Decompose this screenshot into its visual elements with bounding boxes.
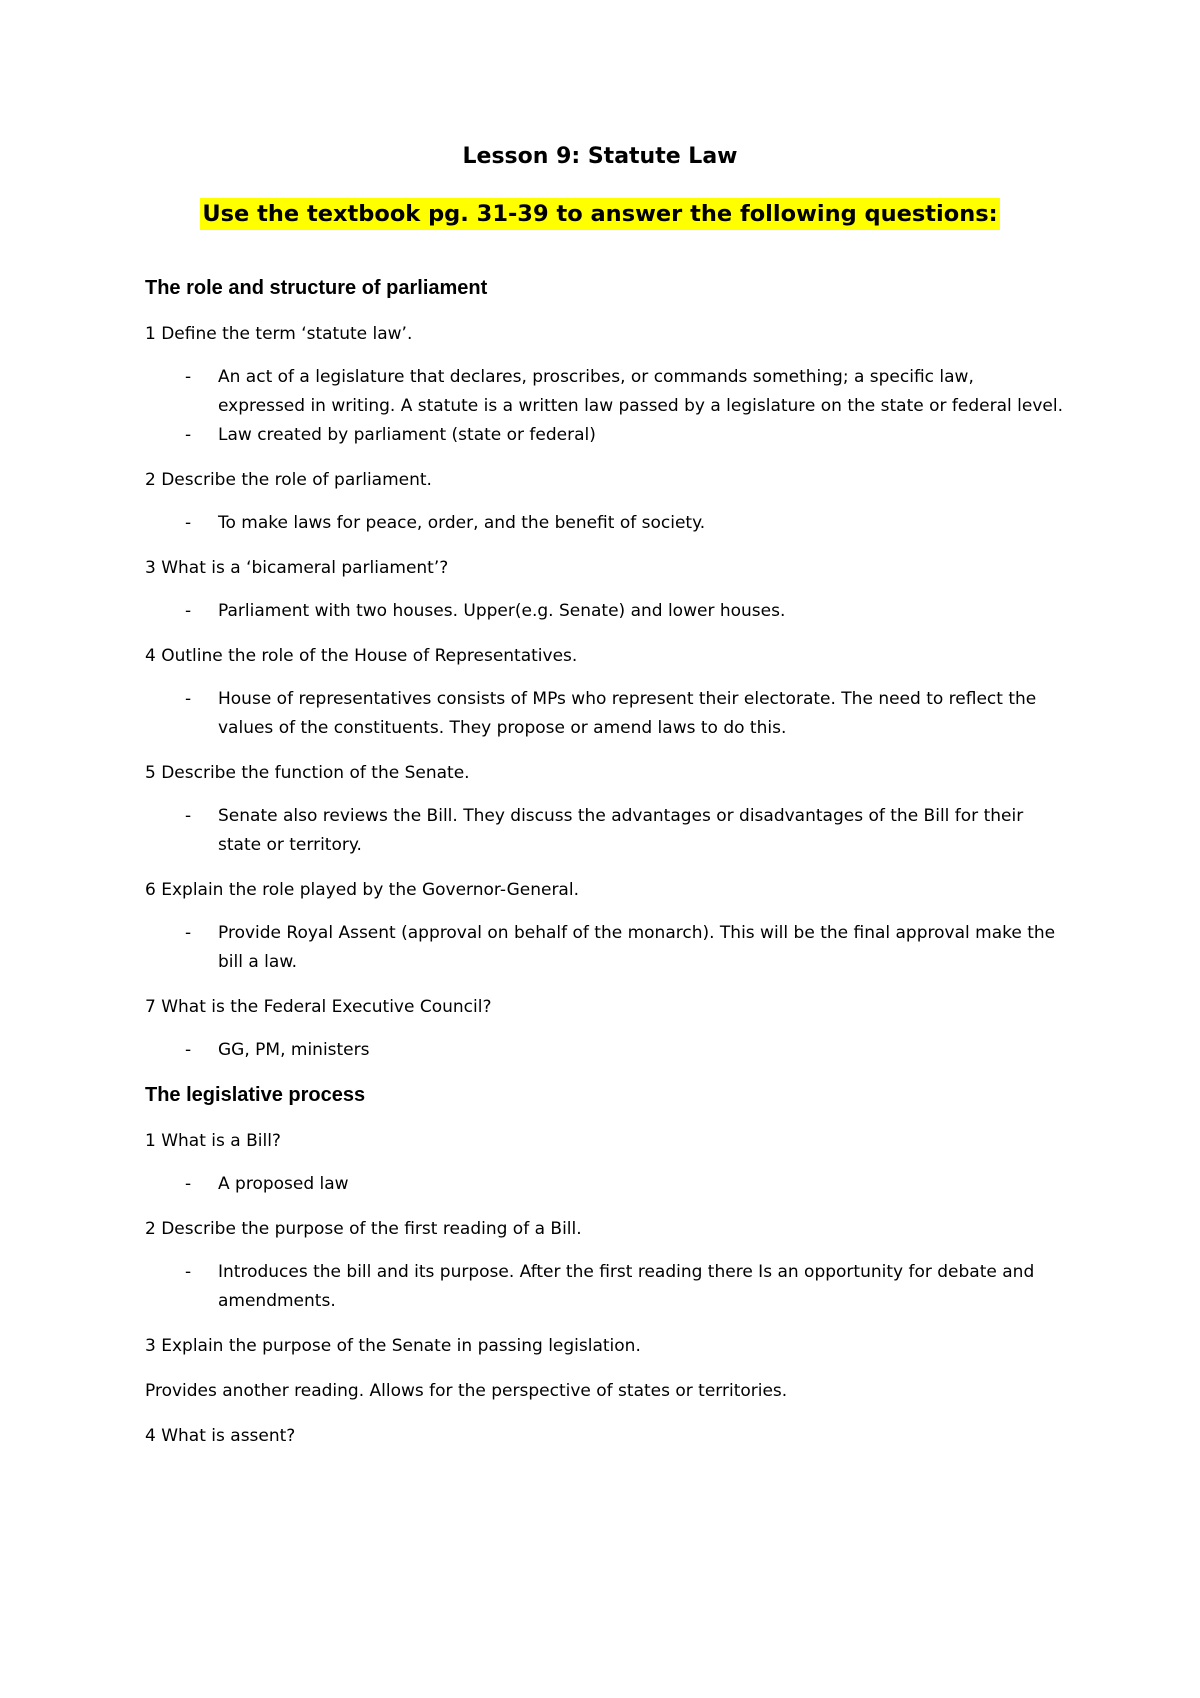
answer-text: Provides another reading. Allows for the perspective of states or territories. bbox=[145, 1381, 788, 1401]
page-title: Lesson 9: Statute Law bbox=[462, 144, 738, 169]
answer-text: House of representatives consists of MPs who represent their electorate. The need to reflect the values of the constituents. They propose or amend laws to do this. bbox=[218, 689, 1037, 738]
answer-text: Law created by parliament (state or federal) bbox=[218, 425, 596, 445]
answer-item bbox=[145, 363, 1065, 421]
answer-text: An act of a legislature that declares, proscribes, or commands something; a specific law, expressed in writing. A statute is a written law passed by a legislature on the state or federal level. bbox=[218, 367, 1063, 416]
answer-item bbox=[145, 1036, 1065, 1065]
answer-item bbox=[145, 509, 1065, 538]
answer-list bbox=[145, 509, 1065, 538]
instruction-container bbox=[0, 198, 1200, 230]
dash-bullet: - bbox=[185, 806, 192, 826]
answer-text: To make laws for peace, order, and the benefit of society. bbox=[218, 513, 706, 533]
answer-list bbox=[145, 1170, 1065, 1199]
answer-item bbox=[145, 802, 1065, 860]
dash-bullet: - bbox=[185, 689, 192, 709]
question-3-senate-legislation: 3 Explain the purpose of the Senate in passing legislation. bbox=[145, 1336, 641, 1356]
question-1-statute-law: 1 Define the term ‘statute law’. bbox=[145, 324, 413, 344]
question-2-role-of-parliament: 2 Describe the role of parliament. bbox=[145, 470, 432, 490]
answer-list bbox=[145, 1258, 1065, 1316]
question-3-bicameral: 3 What is a ‘bicameral parliament’? bbox=[145, 558, 449, 578]
answer-list bbox=[145, 919, 1065, 977]
dash-bullet: - bbox=[185, 367, 192, 387]
section-heading-parliament: The role and structure of parliament bbox=[145, 277, 488, 299]
answer-text: Provide Royal Assent (approval on behalf of the monarch). This will be the final approval make the bill a law. bbox=[218, 923, 1056, 972]
dash-bullet: - bbox=[185, 1262, 192, 1282]
answer-item bbox=[145, 919, 1065, 977]
question-4-assent: 4 What is assent? bbox=[145, 1426, 296, 1446]
answer-list bbox=[145, 802, 1065, 860]
answer-list bbox=[145, 597, 1065, 626]
dash-bullet: - bbox=[185, 601, 192, 621]
answer-list bbox=[145, 685, 1065, 743]
dash-bullet: - bbox=[185, 425, 192, 445]
document-body bbox=[145, 274, 1065, 1467]
dash-bullet: - bbox=[185, 513, 192, 533]
question-5-senate: 5 Describe the function of the Senate. bbox=[145, 763, 470, 783]
question-4-house-of-reps: 4 Outline the role of the House of Representatives. bbox=[145, 646, 578, 666]
answer-item bbox=[145, 1258, 1065, 1316]
answer-text: A proposed law bbox=[218, 1174, 349, 1194]
dash-bullet: - bbox=[185, 923, 192, 943]
question-7-executive-council: 7 What is the Federal Executive Council? bbox=[145, 997, 492, 1017]
highlighted-instruction: Use the textbook pg. 31-39 to answer the following questions: bbox=[200, 198, 999, 230]
answer-item bbox=[145, 421, 1065, 450]
question-1-bill: 1 What is a Bill? bbox=[145, 1131, 281, 1151]
dash-bullet: - bbox=[185, 1040, 192, 1060]
section-heading-legislative-process: The legislative process bbox=[145, 1084, 366, 1106]
answer-text: Senate also reviews the Bill. They discuss the advantages or disadvantages of the Bill for their state or territory. bbox=[218, 806, 1024, 855]
answer-list bbox=[145, 1036, 1065, 1065]
answer-text: Parliament with two houses. Upper(e.g. Senate) and lower houses. bbox=[218, 601, 786, 621]
answer-item bbox=[145, 597, 1065, 626]
question-2-first-reading: 2 Describe the purpose of the first reading of a Bill. bbox=[145, 1219, 582, 1239]
answer-item bbox=[145, 1170, 1065, 1199]
answer-item bbox=[145, 685, 1065, 743]
dash-bullet: - bbox=[185, 1174, 192, 1194]
question-6-governor-general: 6 Explain the role played by the Governor-General. bbox=[145, 880, 579, 900]
answer-list bbox=[145, 363, 1065, 450]
answer-text: Introduces the bill and its purpose. After the first reading there Is an opportunity for debate and amendments. bbox=[218, 1262, 1035, 1311]
answer-text: GG, PM, ministers bbox=[218, 1040, 370, 1060]
